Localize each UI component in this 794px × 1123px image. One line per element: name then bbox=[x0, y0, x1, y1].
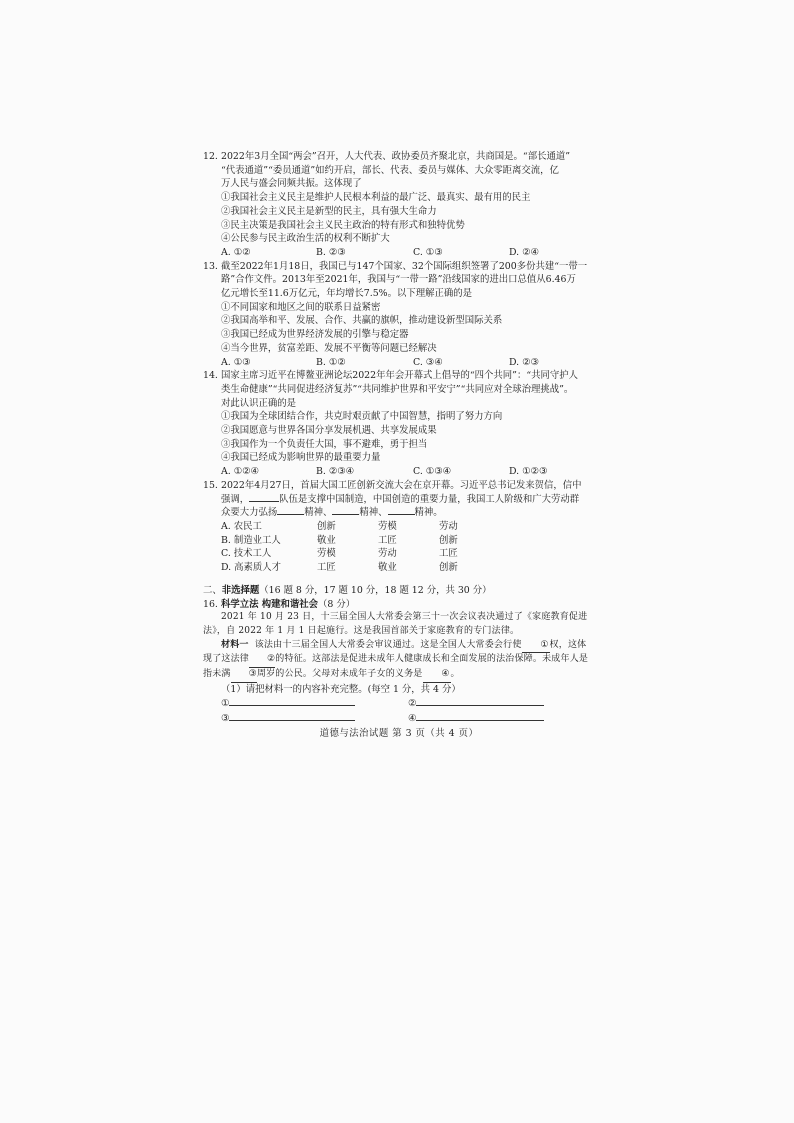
question-text-line: 2022年4月27日，首届大国工匠创新交流大会在京开幕。习近平总书记发来贺信，信中 bbox=[221, 479, 582, 491]
option-d: D. ①②③ bbox=[509, 466, 548, 478]
statement-3: ③我国已经成为世界经济发展的引擎与稳定器 bbox=[221, 329, 409, 341]
section-heading bbox=[203, 584, 595, 598]
option-d: D. ②③ bbox=[509, 356, 539, 368]
question-number: 14. bbox=[203, 370, 218, 382]
fill-blank-3: ③ bbox=[231, 668, 257, 683]
text-segment: 精神、 bbox=[304, 507, 333, 519]
question-title bbox=[221, 598, 595, 612]
text-segment: 队伍是支撑中国制造，中国创造的重要力量，我国工人阶级和广大劳动群 bbox=[279, 493, 580, 505]
text-segment: 强调， bbox=[221, 493, 250, 505]
answer-line[interactable] bbox=[416, 705, 544, 706]
answer-label: ① bbox=[221, 698, 230, 710]
option-label: C. 技术工人 bbox=[221, 548, 272, 560]
answer-lines-row-1 bbox=[203, 697, 595, 711]
option-a: A. ①③ bbox=[221, 356, 251, 368]
question-13 bbox=[203, 260, 595, 370]
question-number: 13. bbox=[203, 260, 218, 272]
question-text-line: 路”合作文件。2013年至2021年，我国与“一带一路”沿线国家的进出口总值从6.46万 bbox=[221, 274, 576, 286]
option-row-b bbox=[221, 534, 595, 548]
answer-label: ② bbox=[408, 698, 417, 710]
option-d: D. ②④ bbox=[509, 246, 539, 258]
answer-label: ④ bbox=[408, 713, 417, 725]
option-row-d bbox=[221, 561, 595, 575]
option-label: D. 高素质人才 bbox=[221, 562, 282, 574]
text-segment: 周岁的公民。父母对未成年子女的义务是 bbox=[256, 669, 423, 680]
option-cell: 创新 bbox=[439, 562, 458, 574]
question-number: 12. bbox=[203, 151, 218, 162]
option-b: B. ②③④ bbox=[316, 466, 355, 478]
page-footer: 道德与法治试题 第 3 页（共 4 页） bbox=[319, 727, 479, 739]
question-text-line: 对此认识正确的是 bbox=[221, 397, 297, 409]
fill-blank bbox=[277, 514, 304, 515]
statement-4: ④当今世界，贫富差距、发展不平衡等问题已经解决 bbox=[221, 342, 437, 354]
question-16-body bbox=[203, 611, 595, 683]
question-text-line bbox=[221, 493, 595, 507]
option-row-a bbox=[221, 520, 595, 534]
statement-1: ①我国社会主义民主是维护人民根本利益的最广泛、最真实、最有用的民主 bbox=[221, 192, 531, 204]
option-row-c bbox=[221, 547, 595, 561]
option-cell: 劳动 bbox=[378, 548, 397, 560]
option-cell: 劳动 bbox=[439, 520, 458, 532]
option-c: C. ①③ bbox=[413, 246, 443, 258]
answer-line[interactable] bbox=[229, 705, 355, 706]
question-number: 15. bbox=[203, 479, 218, 491]
statement-4: ④公民参与民主政治生活的权利不断扩大 bbox=[221, 233, 390, 245]
fill-blank-4: ④ bbox=[423, 668, 451, 683]
option-a: A. ①② bbox=[221, 246, 251, 258]
answer-options bbox=[221, 356, 595, 370]
option-c: C. ①③④ bbox=[413, 466, 452, 478]
question-text-line: 截至2022年1月18日，我国已与147个国家、32个国际组织签署了200多份共建“一带一 bbox=[221, 260, 588, 272]
answer-lines-row-2 bbox=[203, 712, 595, 726]
answer-slot-4 bbox=[408, 712, 595, 726]
text-segment: 这体现了这法律 bbox=[203, 639, 587, 665]
section-title: 非选择题 bbox=[221, 584, 260, 596]
section-prefix: 二、 bbox=[203, 584, 222, 596]
material-one bbox=[203, 639, 595, 683]
option-c: C. ③④ bbox=[413, 356, 443, 368]
exam-page bbox=[203, 150, 595, 741]
text-segment: 该法由十三届全国人大常委会审议通过。这是全国人大常委会行使 bbox=[254, 639, 522, 650]
fill-blank bbox=[332, 514, 359, 515]
answer-options bbox=[221, 465, 595, 479]
statement-3: ③我国作为一个负责任大国，事不避难，勇于担当 bbox=[221, 438, 428, 450]
statement-2: ②我国社会主义民主是新型的民主，具有强大生命力 bbox=[221, 205, 437, 217]
material-label: 材料一 bbox=[221, 639, 249, 650]
question-score: （8 分） bbox=[318, 598, 356, 610]
intro-paragraph: 2021 年 10 月 23 日，十三届全国人大常委会第三十一次会议表决通过了《家庭教育促进法》，自 2022 年 1 月 1 日起施行。这是我国首部关于家庭教育的专门法律。 bbox=[203, 612, 588, 636]
option-cell: 劳模 bbox=[378, 520, 397, 532]
answer-slot-2 bbox=[408, 697, 595, 711]
question-14 bbox=[203, 369, 595, 479]
answer-slot-3 bbox=[203, 712, 408, 726]
option-label: A. 农民工 bbox=[221, 520, 262, 532]
option-cell: 敬业 bbox=[317, 534, 336, 546]
text-segment: 精神、 bbox=[359, 507, 388, 519]
question-text-line: 类生命健康”“共同促进经济复苏”“共同维护世界和平安宁”“共同应对全球治理挑战”。 bbox=[221, 383, 574, 395]
fill-blank bbox=[388, 514, 415, 515]
text-segment: 权， bbox=[549, 639, 568, 650]
section-note: （16 题 8 分，17 题 10 分，18 题 12 分，共 30 分） bbox=[259, 584, 492, 596]
text-segment: 的特征。这部法是促进未成年人健康成长和全面发展的法治保障。未成 bbox=[275, 654, 561, 665]
statement-4: ④我国已经成为影响世界的最重要力量 bbox=[221, 452, 381, 464]
text-segment: 。 bbox=[450, 669, 460, 680]
option-cell: 创新 bbox=[317, 520, 336, 532]
question-text-line bbox=[221, 506, 595, 520]
option-label: B. 制造业工人 bbox=[221, 534, 281, 546]
question-number: 16. bbox=[203, 598, 218, 610]
option-cell: 劳模 bbox=[317, 548, 336, 560]
fill-blank bbox=[249, 501, 279, 502]
statement-1: ①我国为全球团结合作，共克时艰贡献了中国智慧，指明了努力方向 bbox=[221, 411, 503, 423]
option-cell: 工匠 bbox=[317, 562, 336, 574]
text-segment: 年人是指未满 bbox=[203, 654, 589, 680]
option-a: A. ①②④ bbox=[221, 466, 259, 478]
answer-label: ③ bbox=[221, 713, 230, 725]
option-b: B. ①② bbox=[316, 356, 346, 368]
fill-blank-2: ② bbox=[249, 653, 275, 668]
question-text-line: “代表通道”“委员通道”如约开启，部长、代表、委员与媒体、大众零距离交流，亿 bbox=[221, 164, 559, 176]
text-segment: 众要大力弘扬 bbox=[221, 507, 278, 519]
option-b: B. ②③ bbox=[316, 246, 346, 258]
fill-blank-1: ① bbox=[522, 639, 550, 654]
question-text-line: 万人民与盛会同频共振。这体现了 bbox=[221, 178, 362, 190]
question-text-line: 亿元增长至11.6万亿元，年均增长7.5%。以下理解正确的是 bbox=[221, 288, 472, 300]
answer-line[interactable] bbox=[416, 720, 544, 721]
question-16 bbox=[203, 598, 595, 612]
statement-2: ②我国愿意与世界各国分享发展机遇、共享发展成果 bbox=[221, 425, 437, 437]
question-text-line: 2022年3月全国“两会”召开，人大代表、政协委员齐聚北京，共商国是。“部长通道” bbox=[221, 151, 570, 162]
question-topic: 科学立法 构建和谐社会 bbox=[221, 598, 319, 610]
statement-2: ②我国高举和平、发展、合作、共赢的旗帜，推动建设新型国际关系 bbox=[221, 315, 503, 327]
text-segment: 精神。 bbox=[414, 507, 443, 519]
answer-slot-1 bbox=[203, 697, 408, 711]
option-cell: 工匠 bbox=[378, 534, 397, 546]
option-cell: 敬业 bbox=[378, 562, 397, 574]
answer-line[interactable] bbox=[229, 720, 355, 721]
sub-question-1: （1）请把材料一的内容补充完整。(每空 1 分，共 4 分） bbox=[221, 683, 461, 695]
question-12 bbox=[203, 150, 595, 260]
question-15 bbox=[203, 479, 595, 575]
statement-3: ③民主决策是我国社会主义民主政治的特有形式和独特优势 bbox=[221, 219, 465, 231]
statement-1: ①不同国家和地区之间的联系日益紧密 bbox=[221, 301, 381, 313]
answer-options bbox=[221, 246, 595, 260]
question-text-line: 国家主席习近平在博鳌亚洲论坛2022年年会开幕式上倡导的“四个共同”：“共同守护人 bbox=[221, 370, 578, 382]
option-cell: 工匠 bbox=[439, 548, 458, 560]
option-cell: 创新 bbox=[439, 534, 458, 546]
